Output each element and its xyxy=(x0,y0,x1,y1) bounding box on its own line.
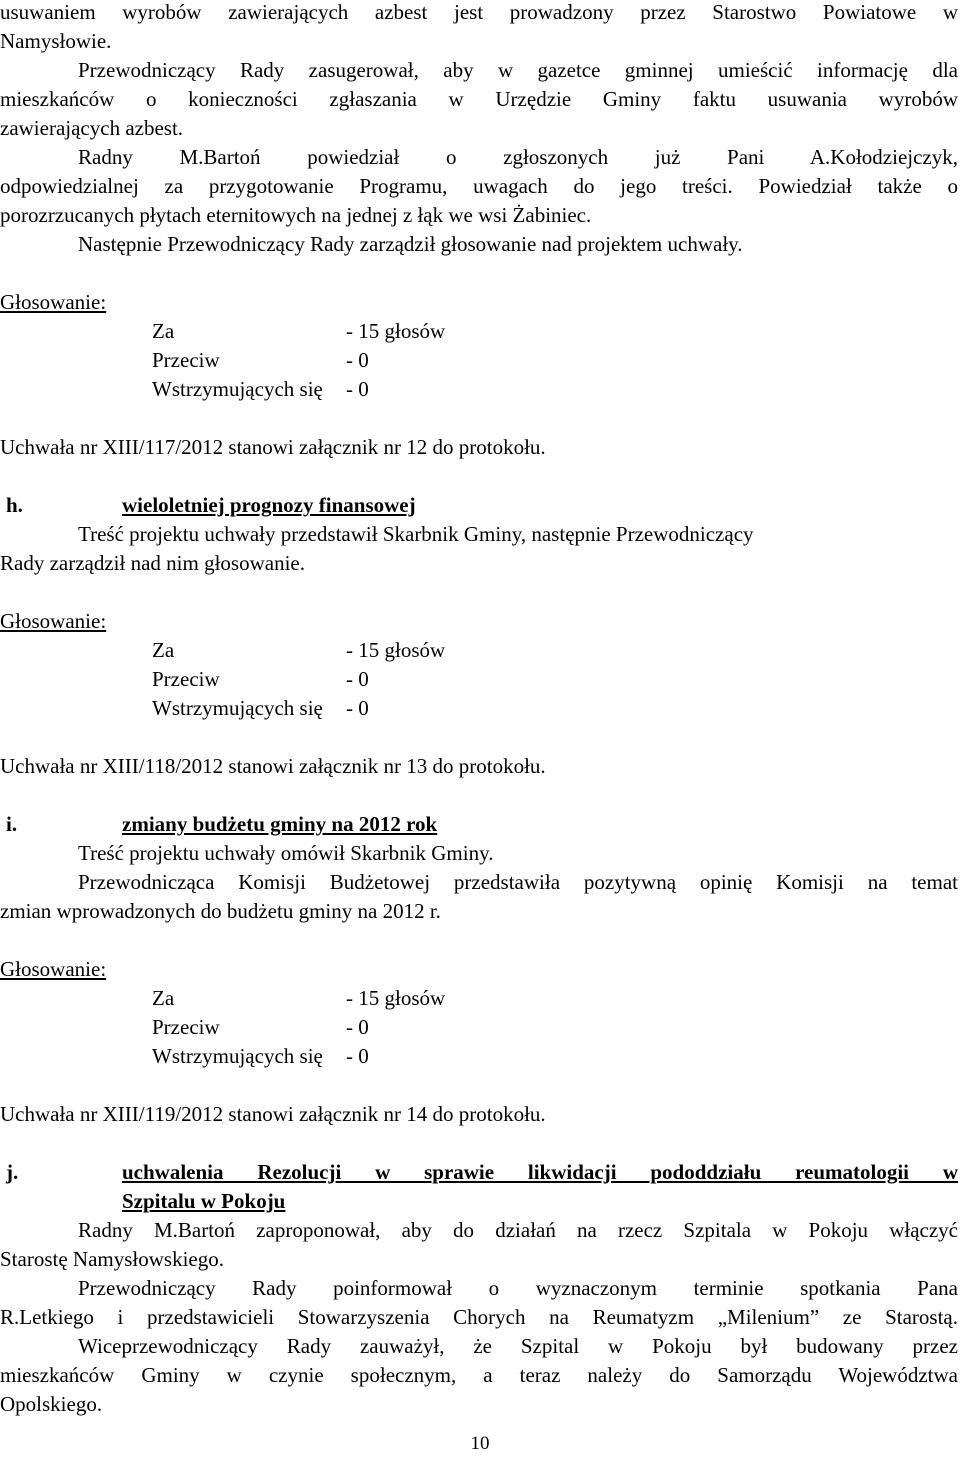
vote-label: Przeciw xyxy=(152,1015,220,1039)
paragraph-line: zawierających azbest. xyxy=(0,116,184,140)
vote-label: Przeciw xyxy=(152,348,220,372)
paragraph-line: Następnie Przewodniczący Rady zarządził głosowanie nad projektem uchwały. xyxy=(78,232,743,256)
resolution-note: Uchwała nr XIII/119/2012 stanowi załącznik nr 14 do protokołu. xyxy=(0,1102,546,1126)
paragraph-line: R.Letkiego i przedstawicieli Stowarzyszenia Chorych na Reumatyzm „Milenium” ze Starostą. xyxy=(0,1305,958,1329)
vote-heading: Głosowanie: xyxy=(0,290,107,314)
vote-heading: Głosowanie: xyxy=(0,957,107,981)
paragraph-line: mieszkańców Gminy w czynie społecznym, a teraz należy do Samorządu Województwa xyxy=(0,1363,958,1387)
page-number: 10 xyxy=(470,1433,490,1454)
vote-label: Wstrzymujących się xyxy=(152,377,323,401)
vote-label: Wstrzymujących się xyxy=(152,1044,323,1068)
vote-value: - 15 głosów xyxy=(346,638,446,662)
paragraph-line: zmian wprowadzonych do budżetu gminy na 2012 r. xyxy=(0,899,441,923)
paragraph-line: Namysłowie. xyxy=(0,29,112,53)
vote-value: - 0 xyxy=(346,1015,369,1039)
paragraph-line: Przewodniczący Rady poinformował o wyznaczonym terminie spotkania Pana xyxy=(78,1276,958,1300)
section-title: wieloletniej prognozy finansowej xyxy=(122,493,416,517)
vote-label: Za xyxy=(152,986,175,1010)
vote-label: Za xyxy=(152,638,175,662)
paragraph-line: Starostę Namysłowskiego. xyxy=(0,1247,224,1271)
section-marker: j. xyxy=(6,1160,19,1184)
section-title: uchwalenia Rezolucji w sprawie likwidacji pododdziału reumatologii w xyxy=(122,1160,958,1184)
vote-label: Przeciw xyxy=(152,667,220,691)
vote-label: Wstrzymujących się xyxy=(152,696,323,720)
paragraph-line: odpowiedzialnej za przygotowanie Programu, uwagach do jego treści. Powiedział także o xyxy=(0,174,958,198)
vote-value: - 0 xyxy=(346,377,369,401)
vote-value: - 0 xyxy=(346,348,369,372)
paragraph-line: Przewodnicząca Komisji Budżetowej przedstawiła pozytywną opinię Komisji na temat xyxy=(78,870,958,894)
vote-value: - 0 xyxy=(346,1044,369,1068)
vote-value: - 0 xyxy=(346,667,369,691)
paragraph-line: Treść projektu uchwały omówił Skarbnik Gminy. xyxy=(78,841,494,865)
vote-heading: Głosowanie: xyxy=(0,609,107,633)
paragraph-line: Treść projektu uchwały przedstawił Skarbnik Gminy, następnie Przewodniczący xyxy=(78,522,754,546)
paragraph-line: porozrzucanych płytach eternitowych na jednej z łąk we wsi Żabiniec. xyxy=(0,203,592,227)
resolution-note: Uchwała nr XIII/118/2012 stanowi załącznik nr 13 do protokołu. xyxy=(0,754,546,778)
section-title: zmiany budżetu gminy na 2012 rok xyxy=(122,812,438,836)
resolution-note: Uchwała nr XIII/117/2012 stanowi załącznik nr 12 do protokołu. xyxy=(0,435,546,459)
paragraph-line: Radny M.Bartoń powiedział o zgłoszonych już Pani A.Kołodziejczyk, xyxy=(78,145,958,169)
paragraph-line: Opolskiego. xyxy=(0,1392,103,1416)
section-title: Szpitalu w Pokoju xyxy=(122,1189,286,1213)
section-marker: h. xyxy=(6,493,23,517)
section-marker: i. xyxy=(6,812,18,836)
vote-value: - 15 głosów xyxy=(346,986,446,1010)
vote-label: Za xyxy=(152,319,175,343)
paragraph-line: Wiceprzewodniczący Rady zauważył, że Szpital w Pokoju był budowany przez xyxy=(78,1334,958,1358)
paragraph-line: mieszkańców o konieczności zgłaszania w Urzędzie Gminy faktu usuwania wyrobów xyxy=(0,87,958,111)
vote-value: - 0 xyxy=(346,696,369,720)
paragraph-line: Rady zarządził nad nim głosowanie. xyxy=(0,551,305,575)
paragraph-line: usuwaniem wyrobów zawierających azbest jest prowadzony przez Starostwo Powiatowe w xyxy=(0,0,958,24)
paragraph-line: Radny M.Bartoń zaproponował, aby do działań na rzecz Szpitala w Pokoju włączyć xyxy=(78,1218,958,1242)
vote-value: - 15 głosów xyxy=(346,319,446,343)
paragraph-line: Przewodniczący Rady zasugerował, aby w gazetce gminnej umieścić informację dla xyxy=(78,58,958,82)
